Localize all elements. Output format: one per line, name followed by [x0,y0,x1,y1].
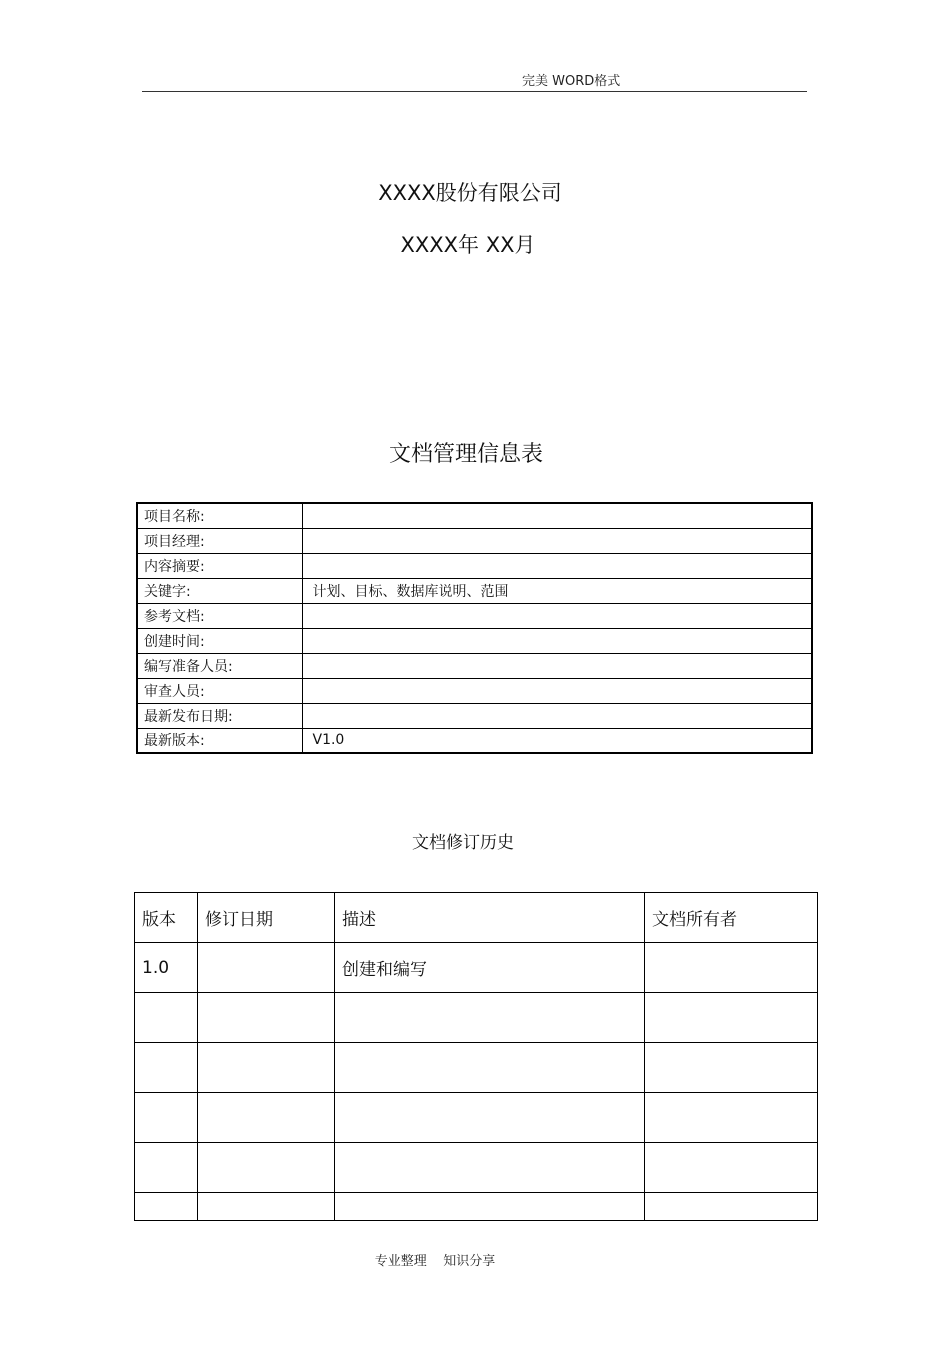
version-cell [135,1043,198,1093]
info-row-project-name [137,503,812,528]
info-label: 审查人员: [137,678,302,703]
info-row-authors [137,653,812,678]
column-header-description: 描述 [335,893,645,943]
info-label: 最新发布日期: [137,703,302,728]
info-value [302,503,812,528]
revision-history-title: 文档修订历史 [412,833,514,853]
info-label: 内容摘要: [137,553,302,578]
table-row [135,1093,818,1143]
date-cell [198,943,335,993]
version-cell [135,1193,198,1221]
info-row-project-manager [137,528,812,553]
info-value [302,678,812,703]
version-cell [135,1093,198,1143]
version-cell [135,1143,198,1193]
table-row [135,993,818,1043]
owner-cell [645,1143,818,1193]
header-rule [142,91,807,92]
revision-history-table [134,892,818,1221]
info-value [302,553,812,578]
owner-cell [645,1093,818,1143]
info-label: 参考文档: [137,603,302,628]
info-value: 计划、目标、数据库说明、范围 [302,578,812,603]
info-row-release-date [137,703,812,728]
page-header-text: 完美 WORD格式 [522,74,621,89]
owner-cell [645,993,818,1043]
date-cell [198,1093,335,1143]
description-cell [335,993,645,1043]
info-value [302,528,812,553]
document-date: XXXX年 XX月 [400,233,536,257]
info-value: V1.0 [302,728,812,753]
table-row [135,1043,818,1093]
info-row-summary [137,553,812,578]
info-label: 关键字: [137,578,302,603]
owner-cell [645,943,818,993]
info-row-references [137,603,812,628]
description-cell [335,1043,645,1093]
info-label: 项目经理: [137,528,302,553]
page-footer-text: 专业整理 知识分享 [374,1254,496,1269]
info-row-latest-version [137,728,812,753]
table-row [135,943,818,993]
owner-cell [645,1193,818,1221]
description-cell: 创建和编写 [335,943,645,993]
table-row [135,1143,818,1193]
revision-header-row [135,893,818,943]
info-row-keywords [137,578,812,603]
info-label: 创建时间: [137,628,302,653]
column-header-owner: 文档所有者 [645,893,818,943]
description-cell [335,1093,645,1143]
info-value [302,603,812,628]
column-header-version: 版本 [135,893,198,943]
version-cell: 1.0 [135,943,198,993]
info-label: 编写准备人员: [137,653,302,678]
info-value [302,703,812,728]
info-row-created [137,628,812,653]
info-row-reviewers [137,678,812,703]
info-table-title: 文档管理信息表 [388,442,543,467]
info-label: 最新版本: [137,728,302,753]
description-cell [335,1193,645,1221]
info-value [302,653,812,678]
description-cell [335,1143,645,1193]
column-header-revision-date: 修订日期 [198,893,335,943]
date-cell [198,1143,335,1193]
date-cell [198,1193,335,1221]
owner-cell [645,1043,818,1093]
company-name: XXXX股份有限公司 [378,181,562,205]
date-cell [198,1043,335,1093]
info-label: 项目名称: [137,503,302,528]
date-cell [198,993,335,1043]
version-cell [135,993,198,1043]
table-row [135,1193,818,1221]
info-value [302,628,812,653]
document-info-table [136,502,813,754]
